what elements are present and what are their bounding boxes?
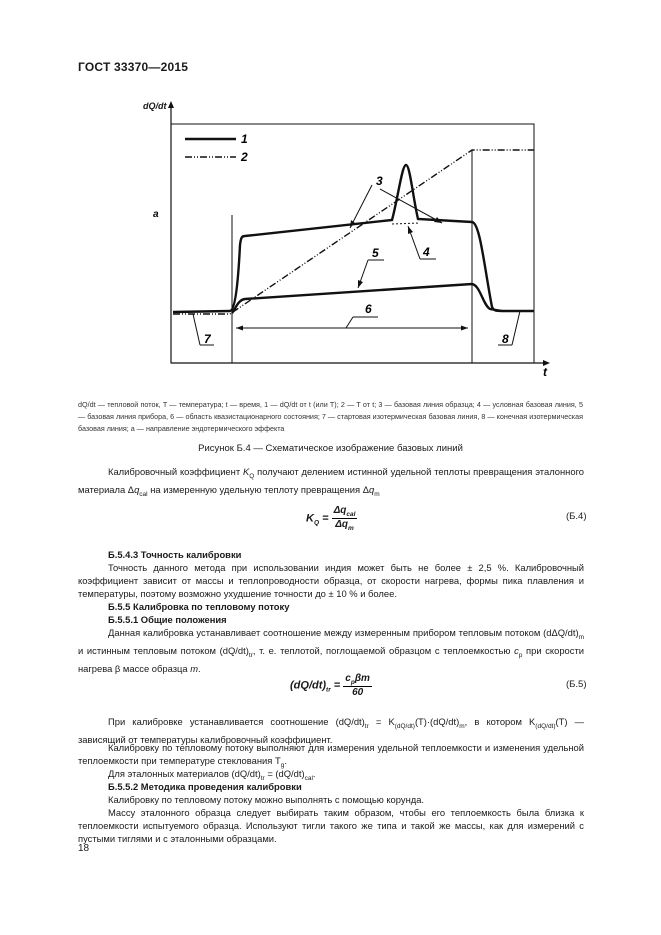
p1-part-b: получают делением истинной удельной теплоты превращения эталонного материала Δ bbox=[78, 466, 584, 496]
p6-sub-cal: cal bbox=[304, 774, 313, 782]
arrow-right-head bbox=[461, 326, 468, 331]
eq5-denominator: 60 bbox=[352, 687, 364, 698]
virtual-baseline bbox=[392, 223, 420, 224]
paragraph-accuracy: Точность данного метода при использовании индия может быть не более ± 2,5 %. Калибровочный коэффициент зависит от массы и теплопроводности образца, от скорости нагрева, формы пика плавления и температуры, поэтому возможно ухудшение точности до ± 10 % и более. bbox=[78, 562, 584, 600]
baseline-figure bbox=[150, 95, 560, 385]
p4-sub-tr: tr bbox=[364, 722, 369, 730]
heading-5-5: Б.5.5 Калибровка по тепловому потоку bbox=[108, 601, 290, 612]
leader-7 bbox=[193, 314, 200, 345]
page-number: 18 bbox=[78, 843, 90, 854]
y-axis-label: dQ/dt bbox=[143, 101, 167, 111]
p5-text: Калибровку по тепловому потоку выполняют для измерения удельной теплоемкости и изменения удельной теплоемкости при температуре стеклования T bbox=[78, 742, 584, 767]
heading-5-5-2: Б.5.5.2 Методика проведения калибровки bbox=[108, 781, 302, 792]
p6-sub-tr: tr bbox=[260, 774, 265, 782]
eq4-numerator: Δq bbox=[333, 505, 347, 516]
p4-part-b: = K bbox=[368, 716, 395, 727]
y-axis-arrow bbox=[168, 101, 174, 108]
callout-5: 5 bbox=[372, 246, 379, 260]
sub-q: Q bbox=[249, 472, 255, 480]
eq4-lhs: K bbox=[306, 512, 314, 525]
eq5-num-sub: p bbox=[350, 679, 355, 686]
legend-label-2: 2 bbox=[241, 150, 248, 164]
eq5-numerator: c bbox=[345, 673, 351, 684]
p6-part-b: = (dQ/dt) bbox=[264, 768, 305, 779]
x-axis-label: t bbox=[543, 365, 547, 379]
sub-cal: cal bbox=[139, 490, 148, 498]
p3-part-a: Данная калибровка устанавливает соотношение между измеренным прибором тепловым потоком (dΔQ/dt) bbox=[108, 627, 579, 638]
p3-part-c: , т. е. теплотой, поглощаемой образцом с теплоемкостью bbox=[252, 645, 515, 657]
eq4-fraction bbox=[332, 505, 358, 532]
equation-b4-number: (Б.4) bbox=[566, 511, 587, 522]
paragraph-calibration-coefficient: Калибровочный коэффициент $K_Q$ получают делением истинной удельной теплоты превращения эталонного материала $\Delta q_{cal}$ на измеренную удельную теплоту превращения $\Delta q_m$ bbox=[78, 466, 584, 498]
leader-8 bbox=[512, 311, 520, 345]
document-header: ГОСТ 33370—2015 bbox=[78, 60, 189, 74]
p1-part-c: на измеренную удельную теплоту превращения Δ bbox=[147, 484, 369, 496]
paragraph-glass-transition: Калибровку по тепловому потоку выполняют для измерения удельной теплоемкости и изменения удельной теплоемкости при температуре стеклования $T_g$. bbox=[78, 742, 584, 770]
p3-sub-m: m bbox=[578, 633, 584, 641]
p3-sub-tr: tr bbox=[248, 651, 253, 659]
sub-m: m bbox=[374, 490, 380, 498]
leader-5-head bbox=[358, 280, 363, 288]
eq5-fraction bbox=[343, 673, 372, 698]
p3-mass-m: m bbox=[190, 663, 198, 675]
eq4-lhs-sub: Q bbox=[313, 519, 320, 527]
p4-part-c: (T)·(dQ/dt) bbox=[414, 716, 460, 727]
p5-sub-g: g bbox=[280, 762, 285, 770]
heading-5-5-1: Б.5.5.1 Общие положения bbox=[108, 614, 227, 625]
paragraph-relation: При калибровке устанавливается соотношение $(dQ/dt)_{tr} = K_{(dQ/dt)}(T)\cdot(dQ/dt)_m$, в котором $K_{(dQ/dt)}(T)$ — зависящий от температуры калибровочный коэффициент. bbox=[78, 716, 584, 746]
paragraph-corundum: Калибровку по тепловому потоку можно выполнять с помощью корунда. bbox=[108, 794, 425, 805]
plot-frame bbox=[171, 124, 534, 363]
temperature-curve bbox=[173, 150, 534, 314]
endo-direction-label: a bbox=[153, 209, 159, 220]
baseline-diagram bbox=[150, 95, 560, 385]
equation-b5: $(dQ/dt)_{tr}$ = $\frac{c_p\beta m}{60}$ bbox=[290, 673, 370, 698]
legend-label-1: 1 bbox=[241, 132, 248, 146]
eq5-numerator-2: βm bbox=[354, 673, 370, 684]
p3-sub-p: p bbox=[518, 651, 523, 659]
arrow-left-head bbox=[236, 326, 243, 331]
callout-6: 6 bbox=[365, 302, 372, 316]
eq4-denominator: Δq bbox=[335, 519, 349, 530]
p1-part-a: Калибровочный коэффициент bbox=[108, 466, 243, 477]
p4-part-d: , в котором K bbox=[464, 716, 536, 727]
callout-4: 4 bbox=[423, 245, 430, 259]
p4-part-a: При калибровке устанавливается соотношение (dQ/dt) bbox=[108, 716, 365, 727]
eq5-lhs: (dQ/dt) bbox=[290, 679, 327, 692]
figure-title: Рисунок Б.4 — Схематическое изображение базовых линий bbox=[198, 443, 463, 454]
heading-5-4-3: Б.5.4.3 Точность калибровки bbox=[108, 549, 242, 560]
callout-8: 8 bbox=[502, 332, 509, 346]
p4-sub-m: m bbox=[459, 722, 465, 730]
figure-legend-note: dQ/dt — тепловой поток, T — температура; t — время, 1 — dQ/dt от t (или T); 2 — T от t; 3 — базовая линия образца; 4 — условная базовая линия, 5 — базовая линия прибора, 6 — область квазистационарного состояния; 7 — стартовая изотермическая базовая линия, 8 — конечная изотермическая базовая линия; a — направление эндотермического эффекта bbox=[78, 400, 583, 433]
eq4-den-sub: m bbox=[348, 525, 354, 532]
leader-4-head bbox=[408, 226, 413, 234]
callout-7: 7 bbox=[204, 332, 211, 346]
leader-6 bbox=[346, 317, 353, 328]
paragraph-heat-flow-general: Данная калибровка устанавливает соотношение между измеренным прибором тепловым потоком $(d\Delta Q/dt)_m$ и истинным тепловым потоком $(dQ/dt)_{tr}$, т. е. теплотой, поглощаемой образцом с теплоемкостью $c_p$ при скорости нагрева β массе образца m. bbox=[78, 627, 584, 675]
callout-3: 3 bbox=[376, 174, 383, 188]
p3-part-d: при скорости нагрева β массе образца bbox=[78, 645, 584, 675]
equation-b5-number: (Б.5) bbox=[566, 679, 587, 690]
p4-part-e: (T) — зависящий от температуры калибровочный коэффициент. bbox=[78, 716, 584, 746]
equation-b4: $K_Q$ = $\frac{\Delta q_{cal}}{\Delta q_m}$ bbox=[306, 505, 356, 532]
p6-part-a: Для эталонных материалов (dQ/dt) bbox=[108, 768, 261, 779]
paragraph-reference-materials: Для эталонных материалов $(dQ/dt)_{tr} = (dQ/dt)_{cal}$. bbox=[108, 768, 316, 782]
eq4-num-sub: cal bbox=[346, 511, 356, 518]
eq5-lhs-sub: tr bbox=[326, 686, 331, 694]
paragraph-sample-mass: Массу эталонного образца следует выбирать таким образом, чтобы его теплоемкость была близка к теплоемкости испытуемого образца. Используют тигли такого же типа и такой же массы, как для измерений с пустыми тиглями и с эталонными образцами. bbox=[78, 807, 584, 845]
p3-part-b: и истинным тепловым потоком (dQ/dt) bbox=[78, 645, 249, 657]
